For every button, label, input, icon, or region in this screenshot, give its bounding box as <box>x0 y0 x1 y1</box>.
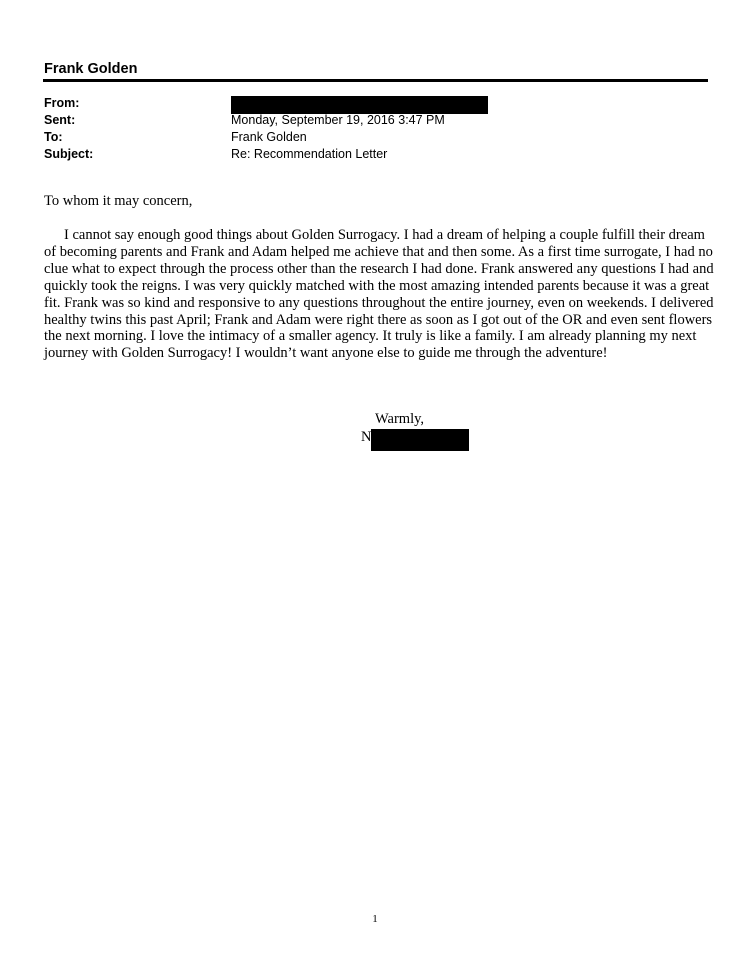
letter-body-paragraph: I cannot say enough good things about Golden Surrogacy. I had a dream of helping a couple fulfill their dream of becoming parents and Frank and Adam helped me achieve that and then some. As a first time surrogate, I had no clue what to expect through the process other than the research I had done. Frank answered any questions I had and quickly took the reigns. I was very quickly matched with the most amazing intended parents because it was a great fit. Frank was so kind and responsive to any questions throughout the entire journey, even on weekends. I delivered healthy twins this past April; Frank and Adam were right there as soon as I got out of the OR and even sent flowers the next morning. I love the intimacy of a smaller agency. It truly is like a family. I am already planning my next journey with Golden Surrogacy! I wouldn’t want anyone else to guide me through the adventure! <box>44 227 714 362</box>
from-label: From: <box>44 96 80 110</box>
redacted-sender-block <box>231 96 488 114</box>
sent-label: Sent: <box>44 113 76 127</box>
signature-initial: N <box>361 429 372 445</box>
letter-closing: Warmly, <box>375 411 425 427</box>
page-number: 1 <box>372 913 378 925</box>
subject-label: Subject: <box>44 147 94 161</box>
header-divider <box>43 79 708 82</box>
to-value: Frank Golden <box>231 130 307 144</box>
to-label: To: <box>44 130 63 144</box>
letter-salutation: To whom it may concern, <box>44 193 193 209</box>
redacted-signature-block <box>371 429 469 451</box>
sent-value: Monday, September 19, 2016 3:47 PM <box>231 113 445 127</box>
subject-value: Re: Recommendation Letter <box>231 147 388 161</box>
sender-name-heading: Frank Golden <box>44 61 138 77</box>
